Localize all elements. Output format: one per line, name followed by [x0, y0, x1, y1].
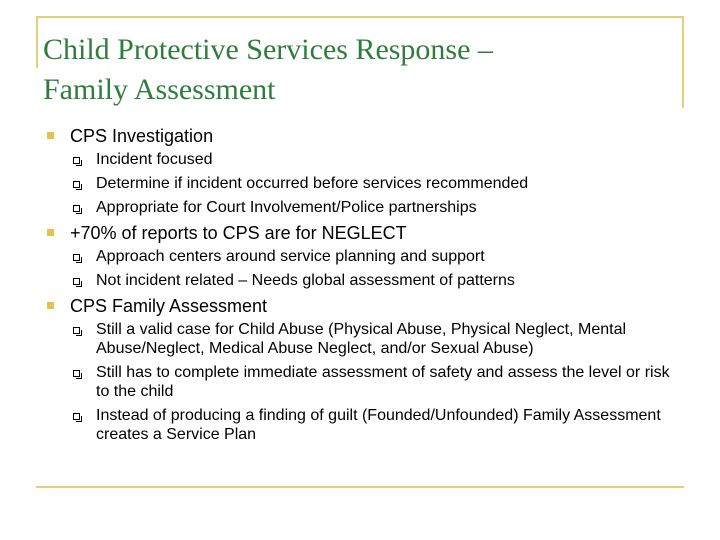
- bullet-group-neglect: [44, 222, 684, 290]
- frame-top-line: [36, 16, 684, 18]
- square-bullet-icon: [47, 229, 54, 236]
- sub-bullet-text: Approach centers around service planning and support: [96, 248, 485, 265]
- slide-title-line-1: Child Protective Services Response –: [43, 33, 493, 66]
- sub-bullet-text: Still a valid case for Child Abuse (Physical Abuse, Physical Neglect, Mental Abuse/Neglect, Medical Abuse Neglect, and/or Sexual Abuse): [96, 321, 627, 357]
- bullet-group-family-assessment: [44, 295, 684, 444]
- sub-bullet-text: Appropriate for Court Involvement/Police partnerships: [96, 199, 477, 216]
- checkbox-bullet-icon: [73, 413, 80, 420]
- checkbox-bullet-icon: [73, 157, 80, 164]
- sub-bullet-text: Instead of producing a finding of guilt (Founded/Unfounded) Family Assessment creates a Service Plan: [96, 407, 661, 443]
- sub-bullet-item: [44, 174, 684, 193]
- sub-bullet-item: [44, 271, 684, 290]
- sub-bullet-item: [44, 198, 684, 217]
- sub-bullet-item: [44, 247, 684, 266]
- checkbox-bullet-icon: [73, 327, 80, 334]
- bullet-text: CPS Family Assessment: [70, 296, 268, 316]
- bullet-item: [44, 125, 684, 147]
- sub-bullet-text: Not incident related – Needs global assessment of patterns: [96, 272, 515, 289]
- checkbox-bullet-icon: [73, 205, 80, 212]
- sub-bullet-text: Incident focused: [96, 151, 213, 168]
- square-bullet-icon: [47, 132, 54, 139]
- slide-title-line-2: Family Assessment: [43, 73, 276, 106]
- bullet-item: [44, 222, 684, 244]
- bullet-item: [44, 295, 684, 317]
- sub-bullet-text: Still has to complete immediate assessment of safety and assess the level or risk to the child: [96, 364, 670, 400]
- checkbox-bullet-icon: [73, 181, 80, 188]
- checkbox-bullet-icon: [73, 254, 80, 261]
- slide-title: [43, 30, 663, 110]
- checkbox-bullet-icon: [73, 278, 80, 285]
- frame-right-line: [682, 16, 684, 108]
- frame-bottom-line: [36, 486, 684, 488]
- bullet-text: CPS Investigation: [70, 126, 214, 146]
- square-bullet-icon: [47, 302, 54, 309]
- sub-bullet-item: [44, 406, 684, 444]
- sub-bullet-text: Determine if incident occurred before services recommended: [96, 175, 529, 192]
- frame-left-line: [36, 16, 38, 68]
- sub-bullet-item: [44, 363, 684, 401]
- sub-bullet-item: [44, 320, 684, 358]
- sub-bullet-item: [44, 150, 684, 169]
- bullet-text: +70% of reports to CPS are for NEGLECT: [70, 223, 407, 243]
- bullet-group-cps-investigation: [44, 125, 684, 217]
- checkbox-bullet-icon: [73, 370, 80, 377]
- slide-content: [44, 125, 684, 449]
